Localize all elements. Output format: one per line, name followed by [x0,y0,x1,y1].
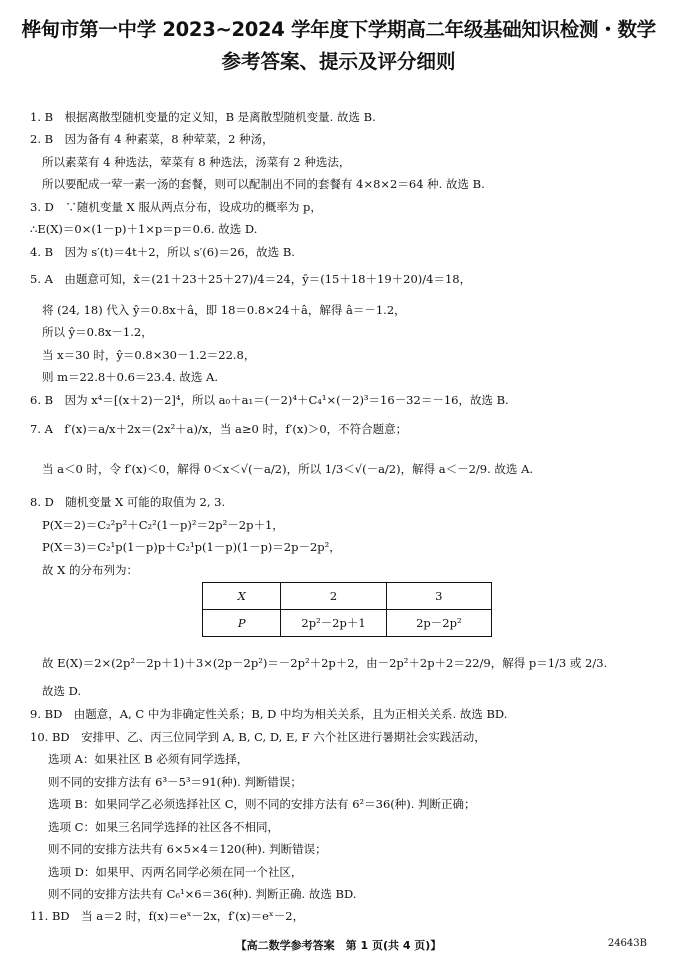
answer-line: 所以要配成一荤一素一汤的套餐，则可以配制出不同的套餐有 4×8×2＝64 种. 故选 B. [42,177,485,191]
answer-line: 当 x＝30 时，ŷ＝0.8×30－1.2＝22.8， [42,348,256,362]
page-subtitle: 参考答案、提示及评分细则 [221,50,456,73]
answer-line: 所以 ŷ＝0.8x－1.2， [42,325,153,339]
answer-line: 故选 D. [42,684,82,698]
answer-line: 2. B 因为备有 4 种素菜，8 种荤菜，2 种汤， [30,132,274,146]
page-title: 桦甸市第一中学 2023~2024 学年度下学期高二年级基础知识检测・数学 [21,18,656,41]
answer-line: 则 m＝22.8＋0.6＝23.4. 故选 A. [42,370,218,384]
answer-line: 9. BD 由题意，A, C 中为非确定性关系；B, D 中均为相关关系，且为正相关关系. 故选 BD. [30,707,508,721]
answer-line: 所以素菜有 4 种选法，荤菜有 8 种选法，汤菜有 2 种选法， [42,155,351,169]
page-footer: 【高二数学参考答案 第 1 页(共 4 页)】 [235,939,442,952]
answer-line: 当 a＜0 时，令 f′(x)＜0，解得 0＜x＜√(－a/2)，所以 1/3＜√(－a/2)，解得 a＜－2/9. 故选 A. [42,462,534,476]
answer-line: 6. B 因为 x⁴＝[(x＋2)－2]⁴，所以 a₀＋a₁＝(－2)⁴＋C₄¹×(－2)³＝16－32＝－16，故选 B. [30,393,509,407]
answer-line: 7. A f′(x)＝a/x＋2x＝(2x²＋a)/x，当 a≥0 时，f′(x)＞0，不符合题意； [30,422,408,436]
table-cell: 2 [281,583,386,610]
answer-line: 11. BD 当 a＝2 时，f(x)＝eˣ－2x，f′(x)＝eˣ－2， [30,909,305,923]
answer-line: 选项 D：如果甲、丙两名同学必须在同一个社区， [48,865,303,879]
table-row [203,610,492,637]
answer-line: 则不同的安排方法共有 C₆¹×6＝36(种). 判断正确. 故选 BD. [48,887,357,901]
answer-line: 故 X 的分布列为： [42,563,138,577]
answer-line: 选项 B：如果同学乙必须选择社区 C，则不同的安排方法有 6²＝36(种). 判断正确； [48,797,476,811]
distribution-table [202,582,492,637]
table-cell: 2p－2p² [386,610,491,637]
answer-line: 10. BD 安排甲、乙、丙三位同学到 A, B, C, D, E, F 六个社区进行暑期社会实践活动， [30,730,486,744]
table-cell: 3 [386,583,491,610]
answer-line: ∴E(X)＝0×(1－p)＋1×p＝p＝0.6. 故选 D. [30,222,258,236]
answer-line: 则不同的安排方法共有 6×5×4＝120(种). 判断错误； [48,842,327,856]
answer-line: 则不同的安排方法有 6³－5³＝91(种). 判断错误； [48,775,302,789]
answer-line: 将 (24, 18) 代入 ŷ＝0.8x＋â，即 18＝0.8×24＋â，解得 â＝－1.2， [42,303,406,317]
table-row [203,583,492,610]
table-cell: 2p²－2p＋1 [281,610,386,637]
answer-line: 选项 C：如果三名同学选择的社区各不相同， [48,820,279,834]
answer-line: 5. A 由题意可知，x̄＝(21＋23＋25＋27)/4＝24，ȳ＝(15＋18＋19＋20)/4＝18， [30,272,472,286]
table-cell: X [203,583,281,610]
answer-line: 选项 A：如果社区 B 必须有同学选择， [48,752,249,766]
answer-line: 4. B 因为 s′(t)＝4t＋2，所以 s′(6)＝26，故选 B. [30,245,295,259]
answer-line: 3. D ∵随机变量 X 服从两点分布，设成功的概率为 p， [30,200,322,214]
answer-line: P(X＝2)＝C₂²p²＋C₂²(1－p)²＝2p²－2p＋1， [42,518,284,532]
answer-line: 1. B 根据离散型随机变量的定义知，B 是离散型随机变量. 故选 B. [30,110,376,124]
answer-line: 故 E(X)＝2×(2p²－2p＋1)＋3×(2p－2p²)＝－2p²＋2p＋2，由－2p²＋2p＋2＝22/9，解得 p＝1/3 或 2/3. [42,656,608,670]
answer-line: P(X＝3)＝C₂¹p(1－p)p＋C₂¹p(1－p)(1－p)＝2p－2p²， [42,540,341,554]
document-code: 24643B [607,938,647,949]
table-cell: P [203,610,281,637]
answer-line: 8. D 随机变量 X 可能的取值为 2, 3. [30,495,226,509]
